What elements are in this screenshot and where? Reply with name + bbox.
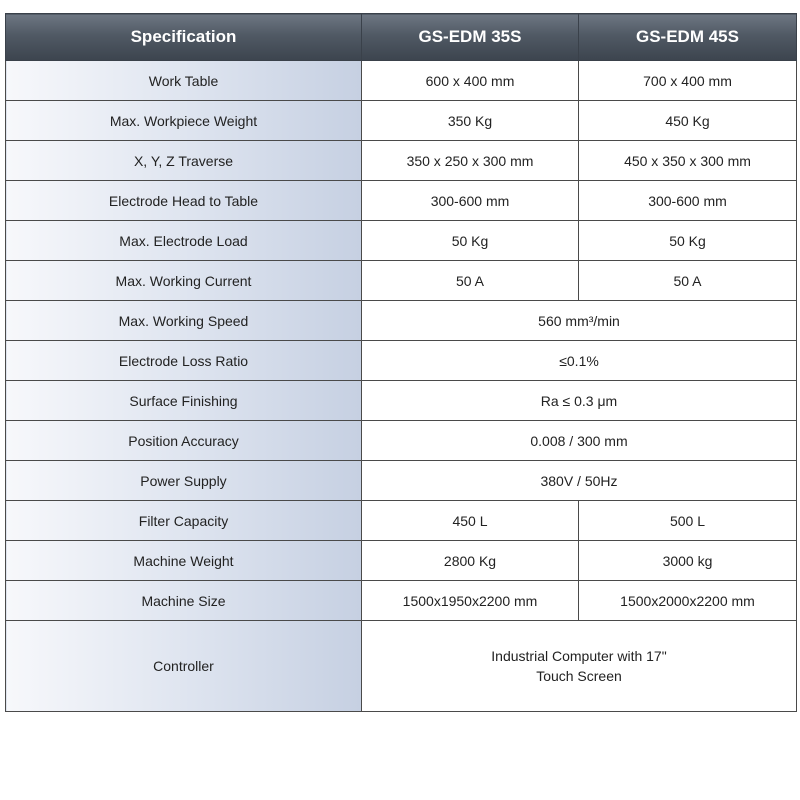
label-cell: Electrode Head to Table (6, 181, 362, 221)
value-35s: 1500x1950x2200 mm (362, 581, 579, 621)
label-cell: Work Table (6, 61, 362, 101)
value-35s: 50 Kg (362, 221, 579, 261)
value-45s: 500 L (579, 501, 797, 541)
row-machine-size (6, 581, 797, 621)
label-cell: Max. Workpiece Weight (6, 101, 362, 141)
row-max-electrode-load (6, 221, 797, 261)
label-cell: Power Supply (6, 461, 362, 501)
controller-line-1: Industrial Computer with 17" (491, 648, 667, 664)
row-filter-capacity (6, 501, 797, 541)
value-45s: 1500x2000x2200 mm (579, 581, 797, 621)
row-electrode-loss-ratio (6, 341, 797, 381)
label-cell: Max. Electrode Load (6, 221, 362, 261)
row-surface-finishing (6, 381, 797, 421)
label-cell: Electrode Loss Ratio (6, 341, 362, 381)
label-cell: Position Accuracy (6, 421, 362, 461)
row-traverse (6, 141, 797, 181)
value-45s: 700 x 400 mm (579, 61, 797, 101)
value-45s: 50 A (579, 261, 797, 301)
header-model-35s: GS-EDM 35S (362, 14, 579, 61)
value-35s: 300-600 mm (362, 181, 579, 221)
label-cell: Max. Working Speed (6, 301, 362, 341)
value-35s: 350 Kg (362, 101, 579, 141)
value-shared: 380V / 50Hz (362, 461, 797, 501)
controller-line-2: Touch Screen (536, 668, 622, 684)
label-cell: X, Y, Z Traverse (6, 141, 362, 181)
row-electrode-head-to-table (6, 181, 797, 221)
row-max-workpiece-weight (6, 101, 797, 141)
label-cell: Max. Working Current (6, 261, 362, 301)
row-max-working-speed (6, 301, 797, 341)
header-specification: Specification (6, 14, 362, 61)
row-max-working-current (6, 261, 797, 301)
label-cell: Surface Finishing (6, 381, 362, 421)
value-35s: 2800 Kg (362, 541, 579, 581)
header-row (6, 14, 797, 61)
value-45s: 450 Kg (579, 101, 797, 141)
value-35s: 600 x 400 mm (362, 61, 579, 101)
value-shared: Ra ≤ 0.3 μm (362, 381, 797, 421)
value-shared (362, 621, 797, 712)
value-45s: 300-600 mm (579, 181, 797, 221)
value-shared: 0.008 / 300 mm (362, 421, 797, 461)
row-controller (6, 621, 797, 712)
value-shared: ≤0.1% (362, 341, 797, 381)
value-45s: 450 x 350 x 300 mm (579, 141, 797, 181)
row-work-table (6, 61, 797, 101)
value-45s: 50 Kg (579, 221, 797, 261)
row-power-supply (6, 461, 797, 501)
row-machine-weight (6, 541, 797, 581)
label-cell: Machine Size (6, 581, 362, 621)
row-position-accuracy (6, 421, 797, 461)
label-cell: Machine Weight (6, 541, 362, 581)
value-35s: 50 A (362, 261, 579, 301)
value-shared: 560 mm³/min (362, 301, 797, 341)
label-cell: Filter Capacity (6, 501, 362, 541)
header-model-45s: GS-EDM 45S (579, 14, 797, 61)
value-35s: 350 x 250 x 300 mm (362, 141, 579, 181)
value-45s: 3000 kg (579, 541, 797, 581)
label-cell: Controller (6, 621, 362, 712)
spec-table (5, 13, 797, 712)
value-35s: 450 L (362, 501, 579, 541)
